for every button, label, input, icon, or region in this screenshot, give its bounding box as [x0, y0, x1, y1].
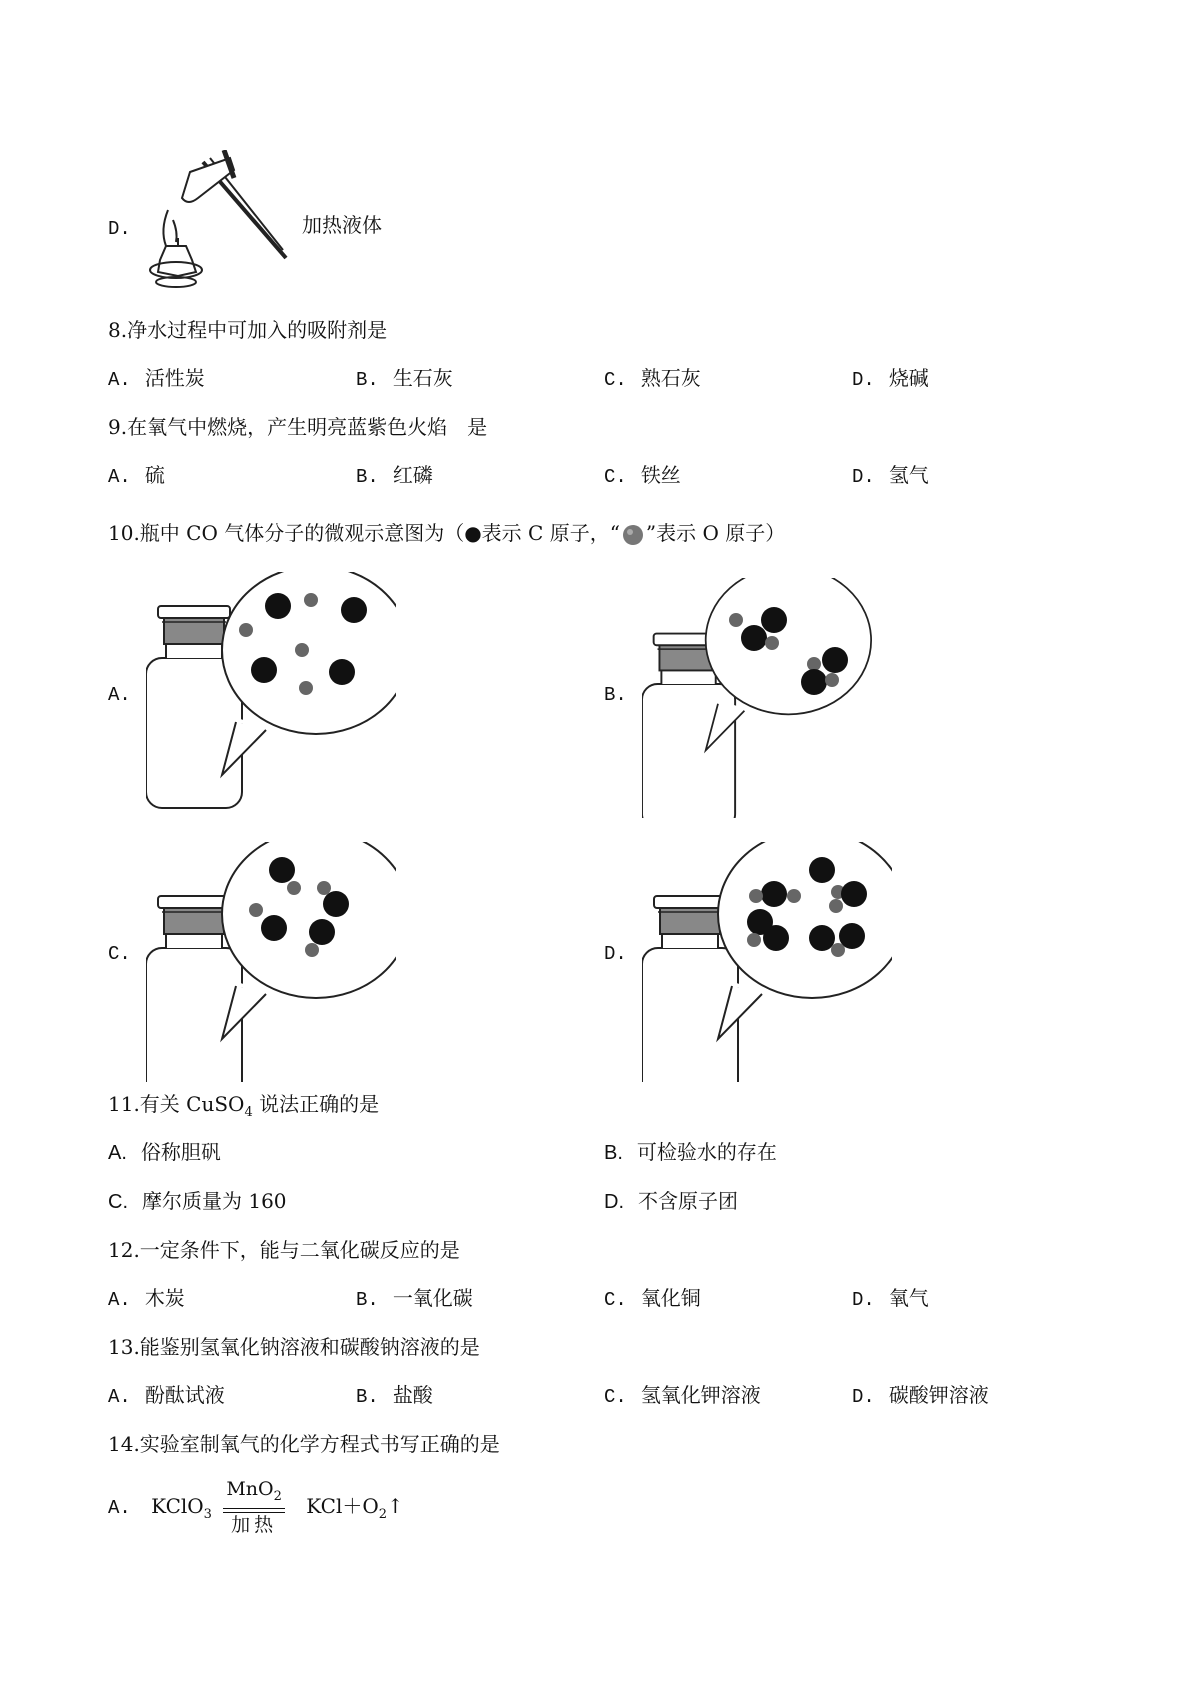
q8-option-b: B. 生石灰 — [356, 366, 453, 391]
q11-option-d: D. 不含原子团 — [604, 1189, 738, 1213]
q11-option-a: A. 俗称胆矾 — [108, 1140, 221, 1164]
q10-option-c-diagram — [146, 842, 396, 1082]
q12-stem: 12.一定条件下，能与二氧化碳反应的是 — [108, 1238, 460, 1262]
q7-option-d-text: 加热液体 — [302, 213, 382, 237]
q9-option-b: B. 红磷 — [356, 463, 433, 488]
q12-option-c: C. 氧化铜 — [604, 1286, 701, 1311]
q14-reaction-condition: MnO$_2$ 加热 — [222, 1478, 286, 1537]
oxygen-atom-icon — [620, 522, 646, 546]
heating-liquid-illustration — [138, 150, 288, 300]
q12-option-b: B. 一氧化碳 — [356, 1286, 473, 1311]
q9-stem: 9.在氧气中燃烧，产生明亮蓝紫色火焰 是 — [108, 415, 488, 439]
q13-option-d: D. 碳酸钾溶液 — [852, 1383, 989, 1408]
q11-option-c: C. 摩尔质量为 160 — [108, 1189, 287, 1213]
q9-option-a: A. 硫 — [108, 463, 165, 488]
q12-option-d: D. 氧气 — [852, 1286, 929, 1311]
q8-option-c: C. 熟石灰 — [604, 366, 701, 391]
q10-option-d-label: D. — [604, 943, 627, 965]
q8-option-a: A. 活性炭 — [108, 366, 205, 391]
q11-option-b: B. 可检验水的存在 — [604, 1140, 777, 1164]
q13-option-c: C. 氢氧化钾溶液 — [604, 1383, 761, 1408]
q13-stem: 13.能鉴别氢氧化钠溶液和碳酸钠溶液的是 — [108, 1335, 480, 1359]
q8-option-d: D. 烧碱 — [852, 366, 929, 391]
q13-option-b: B. 盐酸 — [356, 1383, 433, 1408]
q10-option-c-label: C. — [108, 943, 131, 965]
q12-option-a: A. 木炭 — [108, 1286, 185, 1311]
q10-option-a-diagram — [146, 572, 396, 812]
q7-option-d-label: D. — [108, 218, 131, 240]
q14-reactant: KClO$_3$ — [151, 1493, 212, 1522]
q10-option-b-diagram — [642, 578, 892, 818]
q14-product: $KCl+O_2↑$ — [306, 1493, 404, 1522]
q10-option-b-label: B. — [604, 684, 627, 706]
q10-option-d-diagram — [642, 842, 892, 1082]
q14-stem: 14.实验室制氧气的化学方程式书写正确的是 — [108, 1432, 500, 1456]
q13-option-a: A. 酚酞试液 — [108, 1383, 225, 1408]
q9-option-c: C. 铁丝 — [604, 463, 681, 488]
q8-stem: 8.净水过程中可加入的吸附剂是 — [108, 318, 388, 342]
q11-stem: 11.有关 CuSO$_4$ 说法正确的是 — [108, 1092, 380, 1120]
q10-option-a-label: A. — [108, 684, 131, 706]
q14-option-a: A. KClO$_3$ MnO$_2$ 加热 $KCl+O_2↑$ — [108, 1478, 404, 1536]
q9-option-d: D. 氢气 — [852, 463, 929, 488]
q10-stem: 10.瓶中 CO 气体分子的微观示意图为（●表示 C 原子，“ ”表示 O 原子） — [108, 521, 786, 545]
